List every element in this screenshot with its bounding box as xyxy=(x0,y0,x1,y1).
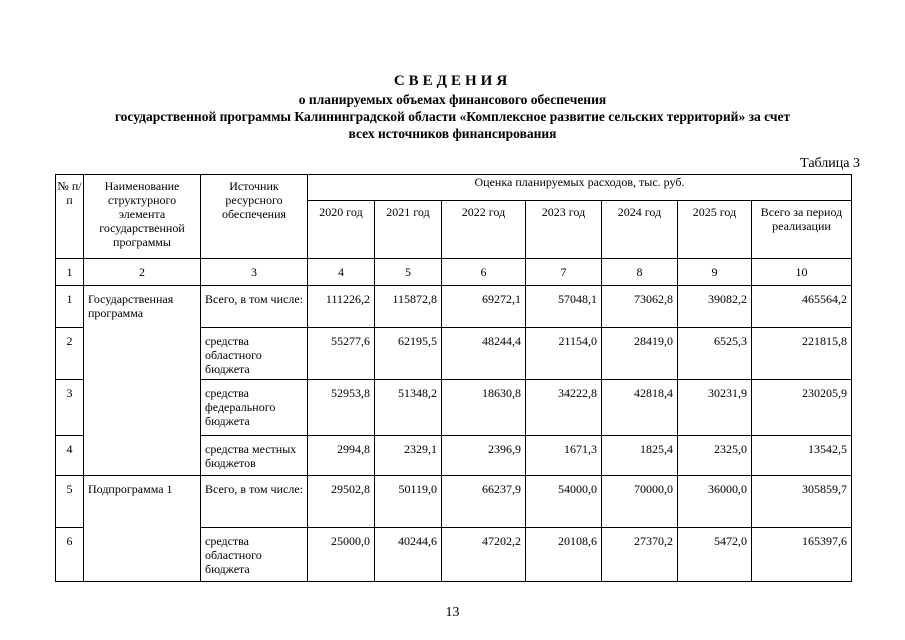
title-line-1: о планируемых объемах финансового обеспечения xyxy=(298,92,607,107)
value-cell: 221815,8 xyxy=(752,328,852,380)
column-number: 7 xyxy=(526,259,602,286)
value-cell: 18630,8 xyxy=(442,380,526,436)
header-year-2022: 2022 год xyxy=(442,201,526,259)
value-cell: 40244,6 xyxy=(375,528,442,582)
value-cell: 51348,2 xyxy=(375,380,442,436)
value-cell: 21154,0 xyxy=(526,328,602,380)
column-number: 10 xyxy=(752,259,852,286)
column-number: 2 xyxy=(84,259,201,286)
column-number: 1 xyxy=(56,259,84,286)
title-line-3: всех источников финансирования xyxy=(348,126,557,141)
value-cell: 66237,9 xyxy=(442,476,526,528)
value-cell: 1825,4 xyxy=(602,436,678,476)
value-cell: 28419,0 xyxy=(602,328,678,380)
table-label: Таблица 3 xyxy=(800,156,860,171)
row-number: 1 xyxy=(56,286,84,328)
value-cell: 305859,7 xyxy=(752,476,852,528)
header-year-2021: 2021 год xyxy=(375,201,442,259)
value-cell: 62195,5 xyxy=(375,328,442,380)
funding-source: Всего, в том числе: xyxy=(201,286,308,328)
column-number-row xyxy=(56,259,852,286)
value-cell: 73062,8 xyxy=(602,286,678,328)
value-cell: 69272,1 xyxy=(442,286,526,328)
value-cell: 52953,8 xyxy=(308,380,375,436)
value-cell: 25000,0 xyxy=(308,528,375,582)
value-cell: 2994,8 xyxy=(308,436,375,476)
column-number: 9 xyxy=(678,259,752,286)
page-number: 13 xyxy=(445,605,460,620)
funding-source: Всего, в том числе: xyxy=(201,476,308,528)
document-title xyxy=(0,72,905,142)
value-cell: 54000,0 xyxy=(526,476,602,528)
column-number: 6 xyxy=(442,259,526,286)
value-cell: 230205,9 xyxy=(752,380,852,436)
value-cell: 34222,8 xyxy=(526,380,602,436)
value-cell: 30231,9 xyxy=(678,380,752,436)
value-cell: 2396,9 xyxy=(442,436,526,476)
value-cell: 70000,0 xyxy=(602,476,678,528)
value-cell: 47202,2 xyxy=(442,528,526,582)
value-cell: 55277,6 xyxy=(308,328,375,380)
table-row xyxy=(56,286,852,328)
value-cell: 36000,0 xyxy=(678,476,752,528)
column-number: 8 xyxy=(602,259,678,286)
value-cell: 5472,0 xyxy=(678,528,752,582)
value-cell: 111226,2 xyxy=(308,286,375,328)
funding-source: средства местных бюджетов xyxy=(201,436,308,476)
value-cell: 50119,0 xyxy=(375,476,442,528)
value-cell: 115872,8 xyxy=(375,286,442,328)
funding-source: средства областного бюджета xyxy=(201,328,308,380)
value-cell: 465564,2 xyxy=(752,286,852,328)
row-number: 2 xyxy=(56,328,84,380)
column-number: 4 xyxy=(308,259,375,286)
value-cell: 13542,5 xyxy=(752,436,852,476)
row-number: 5 xyxy=(56,476,84,528)
value-cell: 57048,1 xyxy=(526,286,602,328)
value-cell: 39082,2 xyxy=(678,286,752,328)
value-cell: 42818,4 xyxy=(602,380,678,436)
value-cell: 27370,2 xyxy=(602,528,678,582)
table-row xyxy=(56,476,852,528)
column-number: 5 xyxy=(375,259,442,286)
header-year-2023: 2023 год xyxy=(526,201,602,259)
header-year-2024: 2024 год xyxy=(602,201,678,259)
title-main: СВЕДЕНИЯ xyxy=(393,73,512,89)
header-num: № п/п xyxy=(56,175,84,259)
value-cell: 2329,1 xyxy=(375,436,442,476)
value-cell: 6525,3 xyxy=(678,328,752,380)
header-year-2025: 2025 год xyxy=(678,201,752,259)
funding-source: средства областного бюджета xyxy=(201,528,308,582)
value-cell: 48244,4 xyxy=(442,328,526,380)
value-cell: 1671,3 xyxy=(526,436,602,476)
value-cell: 165397,6 xyxy=(752,528,852,582)
row-number: 6 xyxy=(56,528,84,582)
value-cell: 2325,0 xyxy=(678,436,752,476)
header-total-period: Всего за период реализации xyxy=(752,201,852,259)
financing-table xyxy=(55,174,852,582)
header-estimate: Оценка планируемых расходов, тыс. руб. xyxy=(308,175,852,201)
column-number: 3 xyxy=(201,259,308,286)
header-year-2020: 2020 год xyxy=(308,201,375,259)
row-number: 4 xyxy=(56,436,84,476)
element-name: Государственная программа xyxy=(84,286,201,476)
funding-source: средства федерального бюджета xyxy=(201,380,308,436)
header-name: Наименование структурного элемента государственной программы xyxy=(84,175,201,259)
header-source: Источник ресурсного обеспечения xyxy=(201,175,308,259)
value-cell: 29502,8 xyxy=(308,476,375,528)
title-line-2: государственной программы Калининградской области «Комплексное развитие сельских территорий» за счет xyxy=(114,109,791,124)
value-cell: 20108,6 xyxy=(526,528,602,582)
row-number: 3 xyxy=(56,380,84,436)
element-name: Подпрограмма 1 xyxy=(84,476,201,582)
